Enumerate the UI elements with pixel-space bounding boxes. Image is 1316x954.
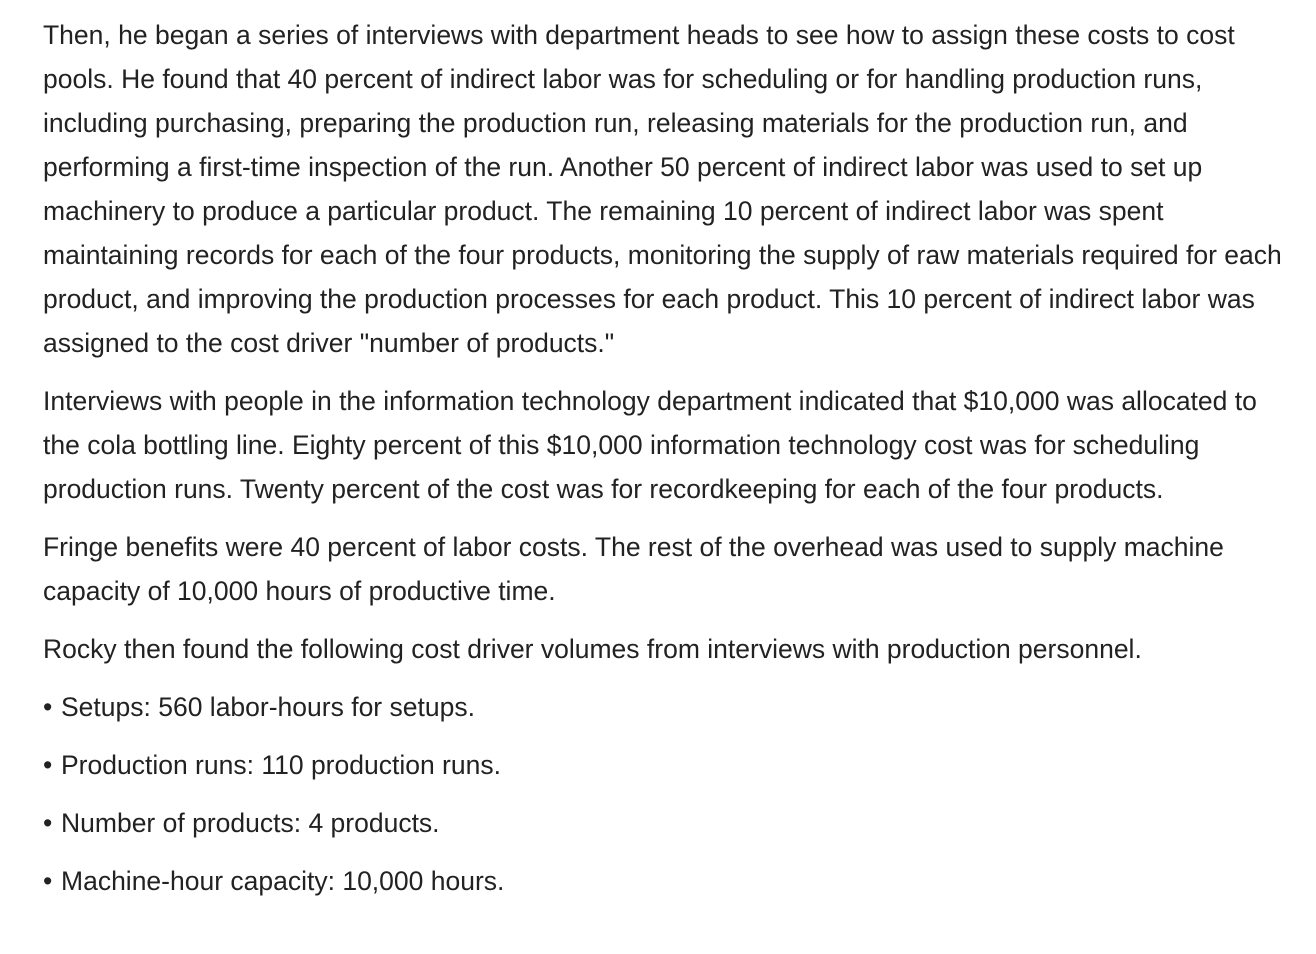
list-item-text: Setups: 560 labor-hours for setups.: [61, 692, 475, 722]
list-item: [43, 801, 1283, 845]
list-item: [43, 743, 1283, 787]
bullet-icon: •: [43, 692, 53, 722]
paragraph-information-technology: Interviews with people in the information technology department indicated that $10,000 was allocated to the cola bottling line. Eighty percent of this $10,000 information technology cost was for scheduling production runs. Twenty percent of the cost was for recordkeeping for each of the four products.: [43, 386, 1257, 504]
bullet-icon: •: [43, 750, 53, 780]
paragraph-cost-driver-intro: Rocky then found the following cost driver volumes from interviews with production personnel.: [43, 634, 1142, 664]
list-item-text: Production runs: 110 production runs.: [61, 750, 501, 780]
document-body: [43, 13, 1283, 917]
list-item-text: Machine-hour capacity: 10,000 hours.: [61, 866, 505, 896]
bullet-icon: •: [43, 808, 53, 838]
cost-driver-list: [43, 685, 1283, 903]
paragraph-fringe-benefits: Fringe benefits were 40 percent of labor costs. The rest of the overhead was used to supply machine capacity of 10,000 hours of productive time.: [43, 532, 1224, 606]
list-item: [43, 859, 1283, 903]
list-item: [43, 685, 1283, 729]
bullet-icon: •: [43, 866, 53, 896]
paragraph-interviews-department-heads: Then, he began a series of interviews with department heads to see how to assign these costs to cost pools. He found that 40 percent of indirect labor was for scheduling or for handling production runs, including purchasing, preparing the production run, releasing materials for the production run, and performing a first-time inspection of the run. Another 50 percent of indirect labor was used to set up machinery to produce a particular product. The remaining 10 percent of indirect labor was spent maintaining records for each of the four products, monitoring the supply of raw materials required for each product, and improving the production processes for each product. This 10 percent of indirect labor was assigned to the cost driver "number of products.": [43, 20, 1282, 358]
list-item-text: Number of products: 4 products.: [61, 808, 440, 838]
